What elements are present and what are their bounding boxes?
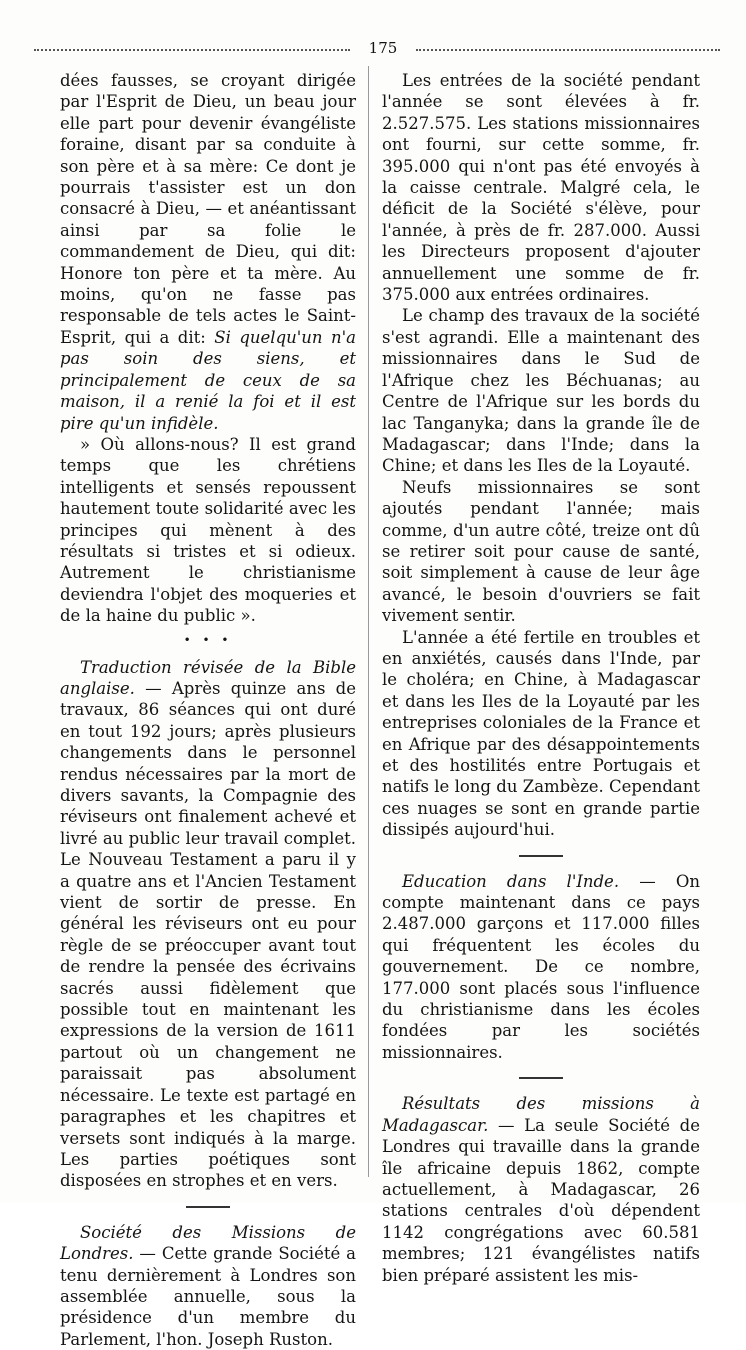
left-paragraph-1 (60, 70, 356, 434)
left-paragraph-1-text: dées fausses, se croyant dirigée par l'Esprit de Dieu, un beau jour elle part pour devenir évangéliste foraine, disant par sa conduite à son père et à sa mère: Ce dont je pourrais t'assister est un don consacré à Dieu, — et anéantissant ainsi par sa folie le commandement de Dieu, qui dit: Honore ton père et ta mère. Au moins, qu'on ne fasse pas responsable de tels actes le Saint-Esprit, qui a dit: (60, 71, 356, 347)
scripture-quote: Si quelqu'un n'a pas soin des siens, et principalement de ceux de sa maison, il a renié la foi et il est pire qu'un infidèle. (60, 327, 357, 433)
section-divider (519, 855, 563, 857)
madagascar-text: — La seule Société de Londres qui travaille dans la grande île africaine depuis 1862, compte actuellement, à Madagascar, 26 stations centrales d'où dépendent 1142 congrégations avec 60.581 membres; 121 évangélistes natifs bien préparé assistent les mis- (382, 1115, 701, 1285)
bible-revision-article (60, 657, 356, 1192)
london-society-text: — Cette grande Société a tenu dernièrement à Londres son assemblée annuelle, sous la présidence d'un membre du Parlement, l'hon. Joseph Ruston. (60, 1244, 357, 1349)
london-society-title: Société des Missions de Londres. (60, 1222, 356, 1264)
right-column (382, 70, 700, 1286)
header-rule-left (34, 49, 350, 54)
left-paragraph-2: » Où allons-nous? Il est grand temps que les chrétiens intelligents et sensés repoussent hautement toute solidarité avec les principes qui mènent à des résultats si tristes et si odieux. Autrement le christianisme deviendra l'objet des moqueries et de la haine du public ». (60, 434, 356, 626)
header-rule-right (416, 49, 720, 54)
section-divider (186, 1206, 230, 1208)
india-education-text: — On compte maintenant dans ce pays 2.487.000 garçons et 117.000 filles qui fréquentent les écoles du gouvernement. De ce nombre, 177.000 sont placés sous l'influence du christianisme dans les écoles fondées par les sociétés missionnaires. (382, 871, 701, 1062)
right-paragraph-3: Neufs missionnaires se sont ajoutés pendant l'année; mais comme, d'un autre côté, treize ont dû se retirer soit pour cause de santé, soit simplement à cause de leur âge avancé, le besoin d'ouvriers se fait vivement sentir. (382, 477, 700, 626)
page-header (34, 36, 720, 60)
asterism-separator: • • • (183, 632, 233, 647)
india-education-article (382, 871, 700, 1064)
right-paragraph-1: Les entrées de la société pendant l'année se sont élevées à fr. 2.527.575. Les stations missionnaires ont fourni, sur cette somme, fr. 395.000 qui n'ont pas été envoyés à la caisse centrale. Malgré cela, le déficit de la Société s'élève, pour l'année, à près de fr. 287.000. Aussi les Directeurs proposent d'ajouter annuellement une somme de fr. 375.000 aux entrées ordinaires. (382, 71, 700, 305)
column-divider (368, 66, 369, 1177)
madagascar-title: Résultats des missions à Madagascar. (382, 1094, 700, 1135)
madagascar-article (382, 1093, 700, 1286)
india-education-title: Education dans l'Inde. (402, 871, 620, 891)
bible-revision-text: — Après quinze ans de travaux, 86 séances qui ont duré en tout 192 jours; après plusieurs changements dans le personnel rendus nécessaires par la mort de divers savants, la Compagnie des réviseurs ont finalement achevé et livré au public leur travail complet. Le Nouveau Testament a paru il y a quatre ans et l'Ancien Testament vient de sortir de presse. En général les réviseurs ont eu pour règle de se préoccuper avant tout de rendre la pensée des écrivains sacrés aussi fidèlement que possible tout en maintenant les expressions de la version de 1611 partout où un changement ne paraissait pas absolument nécessaire. Le texte est partagé en paragraphes et les chapitres et versets sont indiqués à la marge. Les parties poétiques sont disposées en strophes et en vers. (60, 678, 357, 1191)
section-divider (519, 1077, 563, 1079)
right-paragraph-4: L'année a été fertile en troubles et en anxiétés, causés dans l'Inde, par le choléra; en Chine, à Madagascar et dans les Iles de la Loyauté par les entreprises coloniales de la France et en Afrique par des désappointements et des hostilités entre Portugais et natifs le long du Zambèze. Cependant ces nuages se sont en grande partie dissipés aujourd'hui. (382, 627, 700, 840)
right-paragraph-2: Le champ des travaux de la société s'est agrandi. Elle a maintenant des missionnaires dans le Sud de l'Afrique chez les Béchuanas; au Centre de l'Afrique sur les bords du lac Tanganyka; dans la grande île de Madagascar; dans l'Inde; dans la Chine; et dans les Iles de la Loyauté. (382, 306, 700, 476)
london-society-article (60, 1222, 356, 1350)
left-column (60, 70, 356, 1350)
bible-revision-title: Traduction révisée de la Bible anglaise. (60, 657, 356, 698)
page-number: 175 (368, 39, 398, 57)
